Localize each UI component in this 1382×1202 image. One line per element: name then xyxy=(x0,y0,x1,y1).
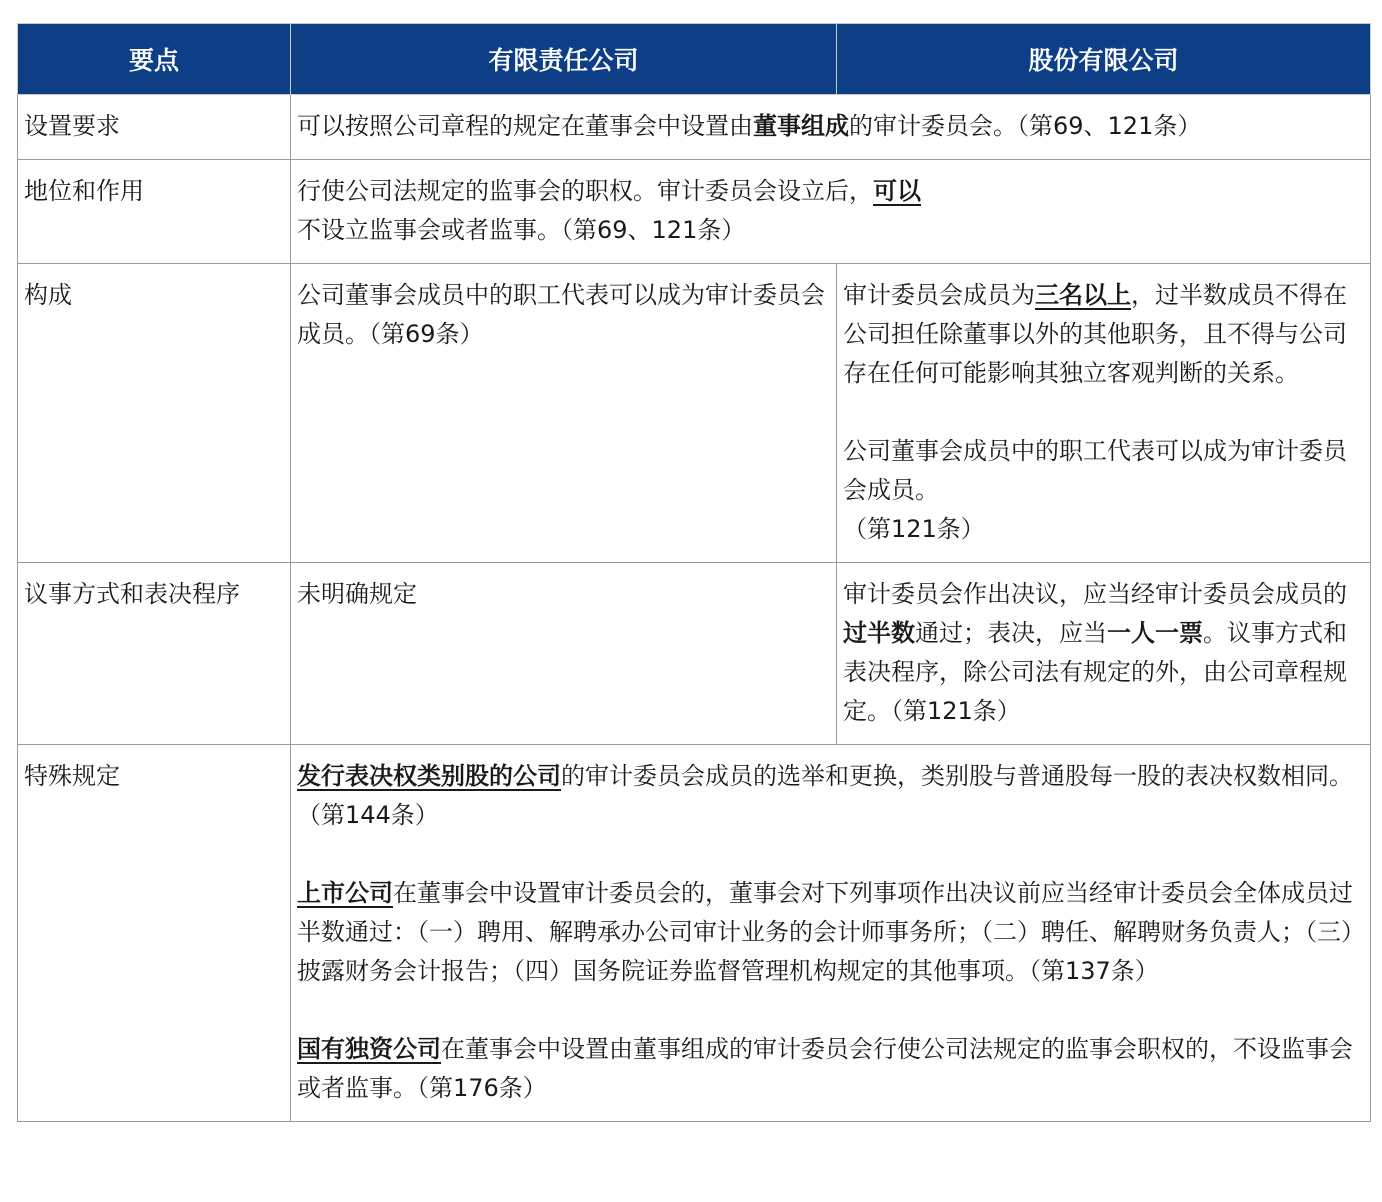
row-procedure xyxy=(18,563,1371,745)
emphasis: 三名以上 xyxy=(1035,281,1131,309)
emphasis: 一人一票 xyxy=(1107,619,1203,647)
comparison-table xyxy=(17,23,1371,1122)
row-special xyxy=(18,745,1371,1122)
paragraph: 国有独资公司在董事会中设置由董事组成的审计委员会行使公司法规定的监事会职权的，不设监事会或者监事。（第176条） xyxy=(297,1035,1353,1102)
status-content: 行使公司法规定的监事会的职权。审计委员会设立后，可以不设立监事会或者监事。（第69、121条） xyxy=(291,160,1371,264)
procedure-llc: 未明确规定 xyxy=(291,563,837,745)
row-label: 设置要求 xyxy=(18,95,291,160)
paragraph: 发行表决权类别股的公司的审计委员会成员的选举和更换，类别股与普通股每一股的表决权数相同。（第144条） xyxy=(297,762,1353,829)
row-setup xyxy=(18,95,1371,160)
row-composition xyxy=(18,264,1371,563)
emphasis: 发行表决权类别股的公司 xyxy=(297,762,561,790)
emphasis: 可以 xyxy=(873,177,921,205)
header-key-points: 要点 xyxy=(18,24,291,95)
emphasis: 国有独资公司 xyxy=(297,1035,441,1063)
composition-jsc xyxy=(837,264,1371,563)
row-label: 议事方式和表决程序 xyxy=(18,563,291,745)
composition-llc: 公司董事会成员中的职工代表可以成为审计委员会成员。（第69条） xyxy=(291,264,837,563)
header-row xyxy=(18,24,1371,95)
emphasis: 过半数 xyxy=(843,619,915,647)
row-label: 地位和作用 xyxy=(18,160,291,264)
emphasis: 上市公司 xyxy=(297,879,393,907)
setup-content: 可以按照公司章程的规定在董事会中设置由董事组成的审计委员会。（第69、121条） xyxy=(291,95,1371,160)
procedure-jsc: 审计委员会作出决议，应当经审计委员会成员的过半数通过；表决，应当一人一票。议事方式和表决程序，除公司法有规定的外，由公司章程规定。（第121条） xyxy=(837,563,1371,745)
row-status xyxy=(18,160,1371,264)
paragraph: 公司董事会成员中的职工代表可以成为审计委员会成员。 （第121条） xyxy=(843,437,1347,543)
row-label: 构成 xyxy=(18,264,291,563)
paragraph: 审计委员会成员为三名以上，过半数成员不得在公司担任除董事以外的其他职务，且不得与公司存在任何可能影响其独立客观判断的关系。 xyxy=(843,281,1347,387)
emphasis: 董事组成 xyxy=(753,112,849,140)
header-llc: 有限责任公司 xyxy=(291,24,837,95)
paragraph: 上市公司在董事会中设置审计委员会的，董事会对下列事项作出决议前应当经审计委员会全体成员过半数通过：（一）聘用、解聘承办公司审计业务的会计师事务所；（二）聘任、解聘财务负责人；（三）披露财务会计报告；（四）国务院证券监督管理机构规定的其他事项。（第137条） xyxy=(297,879,1353,985)
header-jsc: 股份有限公司 xyxy=(837,24,1371,95)
row-label: 特殊规定 xyxy=(18,745,291,1122)
special-content xyxy=(291,745,1371,1122)
